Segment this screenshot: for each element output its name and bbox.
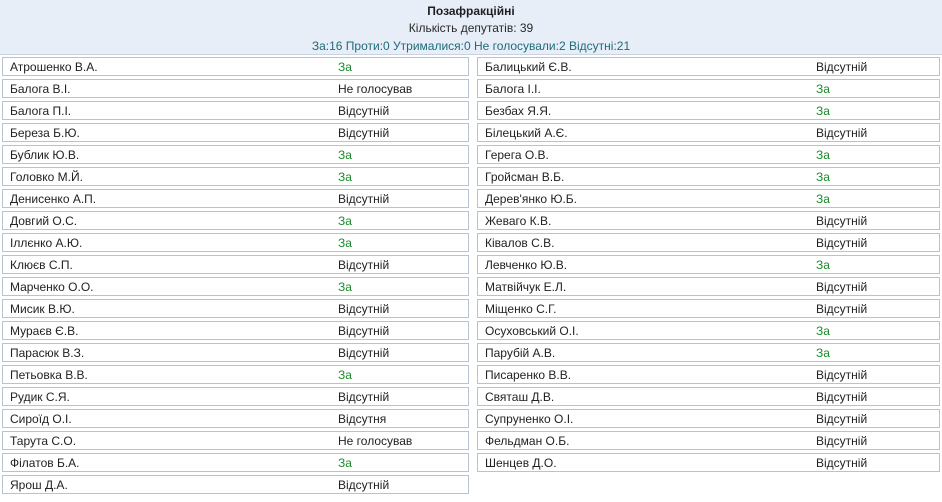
table-row: [0, 321, 942, 342]
deputy-cell: [2, 189, 469, 208]
vote-status: За: [338, 236, 352, 250]
vote-status: За: [816, 82, 830, 96]
deputy-name: Парасюк В.З.: [10, 346, 85, 360]
deputy-name: Петьовка В.В.: [10, 368, 88, 382]
deputy-cell: [477, 123, 940, 142]
deputy-cell: [2, 57, 469, 76]
deputy-name: Сироїд О.І.: [10, 412, 72, 426]
vote-status: Відсутній: [338, 390, 390, 404]
deputy-cell: [477, 211, 940, 230]
deputy-name: Безбах Я.Я.: [485, 104, 552, 118]
deputy-name: Головко М.Й.: [10, 170, 83, 184]
deputy-name: Герега О.В.: [485, 148, 549, 162]
deputy-name: Рудик С.Я.: [10, 390, 70, 404]
vote-status: За: [338, 368, 352, 382]
vote-status: Відсутній: [338, 104, 390, 118]
table-row: [0, 365, 942, 386]
vote-status: Відсутній: [816, 456, 868, 470]
deputy-name: Марченко О.О.: [10, 280, 94, 294]
deputy-cell: [477, 189, 940, 208]
table-row: [0, 233, 942, 254]
deputy-cell: [477, 167, 940, 186]
deputy-name: Балога В.І.: [10, 82, 71, 96]
vote-status: За: [338, 214, 352, 228]
vote-status: За: [816, 346, 830, 360]
vote-status: За: [338, 280, 352, 294]
deputy-name: Фельдман О.Б.: [485, 434, 570, 448]
deputy-name: Білецький А.Є.: [485, 126, 568, 140]
deputy-cell: [477, 145, 940, 164]
table-row: [0, 57, 942, 78]
deputy-cell: [2, 145, 469, 164]
deputy-cell: [2, 79, 469, 98]
vote-status: Не голосував: [338, 434, 413, 448]
vote-status: За: [816, 170, 830, 184]
deputy-cell: [2, 299, 469, 318]
deputy-cell: [477, 79, 940, 98]
deputy-name: Балога І.І.: [485, 82, 541, 96]
deputy-name: Міщенко С.Г.: [485, 302, 557, 316]
deputy-name: Атрошенко В.А.: [10, 60, 98, 74]
deputy-cell: [477, 453, 940, 472]
vote-status: Відсутній: [816, 60, 868, 74]
vote-status: За: [338, 170, 352, 184]
vote-status: Відсутній: [816, 236, 868, 250]
deputy-cell: [477, 343, 940, 362]
deputy-cell: [2, 167, 469, 186]
deputy-name: Мисик В.Ю.: [10, 302, 75, 316]
deputy-name: Левченко Ю.В.: [485, 258, 568, 272]
vote-status: За: [816, 192, 830, 206]
vote-status: Відсутній: [816, 368, 868, 382]
deputy-name: Мураєв Є.В.: [10, 324, 79, 338]
vote-status: Відсутній: [816, 412, 868, 426]
deputy-cell: [477, 431, 940, 450]
deputy-cell: [477, 57, 940, 76]
deputy-cell: [477, 277, 940, 296]
deputy-name: Дерев'янко Ю.Б.: [485, 192, 577, 206]
deputy-cell: [2, 277, 469, 296]
vote-status: За: [816, 324, 830, 338]
table-row: [0, 167, 942, 188]
deputy-name: Святаш Д.В.: [485, 390, 555, 404]
deputy-cell: [477, 299, 940, 318]
deputy-cell: [2, 211, 469, 230]
deputy-name: Тарута С.О.: [10, 434, 77, 448]
vote-status: Відсутній: [338, 346, 390, 360]
deputy-cell: [477, 233, 940, 252]
vote-status: Відсутній: [338, 324, 390, 338]
deputy-name: Осуховський О.І.: [485, 324, 579, 338]
vote-summary: За:16 Проти:0 Утрималися:0 Не голосували:2 Відсутні:21: [311, 39, 631, 53]
table-row: [0, 79, 942, 100]
deputy-cell: [2, 101, 469, 120]
deputy-name: Довгий О.С.: [10, 214, 78, 228]
vote-status: Відсутній: [816, 434, 868, 448]
deputy-name: Філатов Б.А.: [10, 456, 80, 470]
deputy-cell: [477, 365, 940, 384]
deputy-cell: [2, 431, 469, 450]
faction-title: Позафракційні: [427, 4, 515, 18]
vote-status: За: [816, 258, 830, 272]
vote-status: Відсутній: [338, 258, 390, 272]
deputy-cell: [2, 255, 469, 274]
deputy-cell: [477, 101, 940, 120]
table-row: [0, 475, 942, 496]
deputy-name: Матвійчук Е.Л.: [485, 280, 567, 294]
deputy-cell: [2, 453, 469, 472]
deputy-name: Бублик Ю.В.: [10, 148, 80, 162]
vote-status: Відсутній: [816, 302, 868, 316]
deputy-cell: [2, 123, 469, 142]
table-row: [0, 211, 942, 232]
vote-status: Відсутній: [338, 126, 390, 140]
vote-status: Відсутній: [816, 214, 868, 228]
faction-header: [0, 0, 942, 55]
deputy-cell: [2, 233, 469, 252]
vote-status: Відсутній: [816, 280, 868, 294]
deputies-count: Кількість депутатів: 39: [408, 21, 534, 35]
vote-status: За: [816, 104, 830, 118]
table-row: [0, 387, 942, 408]
table-row: [0, 189, 942, 210]
deputy-name: Шенцев Д.О.: [485, 456, 557, 470]
table-row: [0, 409, 942, 430]
deputy-name: Іллєнко А.Ю.: [10, 236, 83, 250]
table-row: [0, 123, 942, 144]
vote-status: Відсутній: [338, 192, 390, 206]
table-row: [0, 299, 942, 320]
deputy-name: Гройсман В.Б.: [485, 170, 565, 184]
deputy-name: Супруненко О.І.: [485, 412, 574, 426]
deputy-name: Балога П.І.: [10, 104, 72, 118]
vote-status: Відсутній: [816, 126, 868, 140]
deputy-cell: [2, 343, 469, 362]
vote-status: Відсутня: [338, 412, 387, 426]
deputy-cell: [477, 321, 940, 340]
table-row: [0, 431, 942, 452]
table-row: [0, 277, 942, 298]
deputy-name: Ківалов С.В.: [485, 236, 555, 250]
deputy-name: Ярош Д.А.: [10, 478, 68, 492]
deputy-name: Денисенко А.П.: [10, 192, 97, 206]
deputy-name: Береза Б.Ю.: [10, 126, 80, 140]
table-row: [0, 145, 942, 166]
deputy-cell: [477, 387, 940, 406]
table-row: [0, 255, 942, 276]
deputy-cell: [2, 387, 469, 406]
table-row: [0, 101, 942, 122]
deputy-cell: [2, 475, 469, 494]
deputy-cell: [477, 255, 940, 274]
deputy-name: Писаренко В.В.: [485, 368, 572, 382]
vote-status: За: [338, 60, 352, 74]
table-row: [0, 453, 942, 474]
deputy-cell: [477, 409, 940, 428]
vote-status: Не голосував: [338, 82, 413, 96]
deputy-cell: [2, 409, 469, 428]
deputy-name: Парубій А.В.: [485, 346, 556, 360]
vote-status: За: [816, 148, 830, 162]
vote-status: Відсутній: [338, 302, 390, 316]
vote-status: За: [338, 456, 352, 470]
deputy-cell: [2, 365, 469, 384]
table-row: [0, 343, 942, 364]
deputy-name: Жеваго К.В.: [485, 214, 552, 228]
vote-status: Відсутній: [816, 390, 868, 404]
vote-status: За: [338, 148, 352, 162]
deputy-name: Клюєв С.П.: [10, 258, 73, 272]
deputy-cell: [2, 321, 469, 340]
deputy-name: Балицький Є.В.: [485, 60, 572, 74]
vote-status: Відсутній: [338, 478, 390, 492]
